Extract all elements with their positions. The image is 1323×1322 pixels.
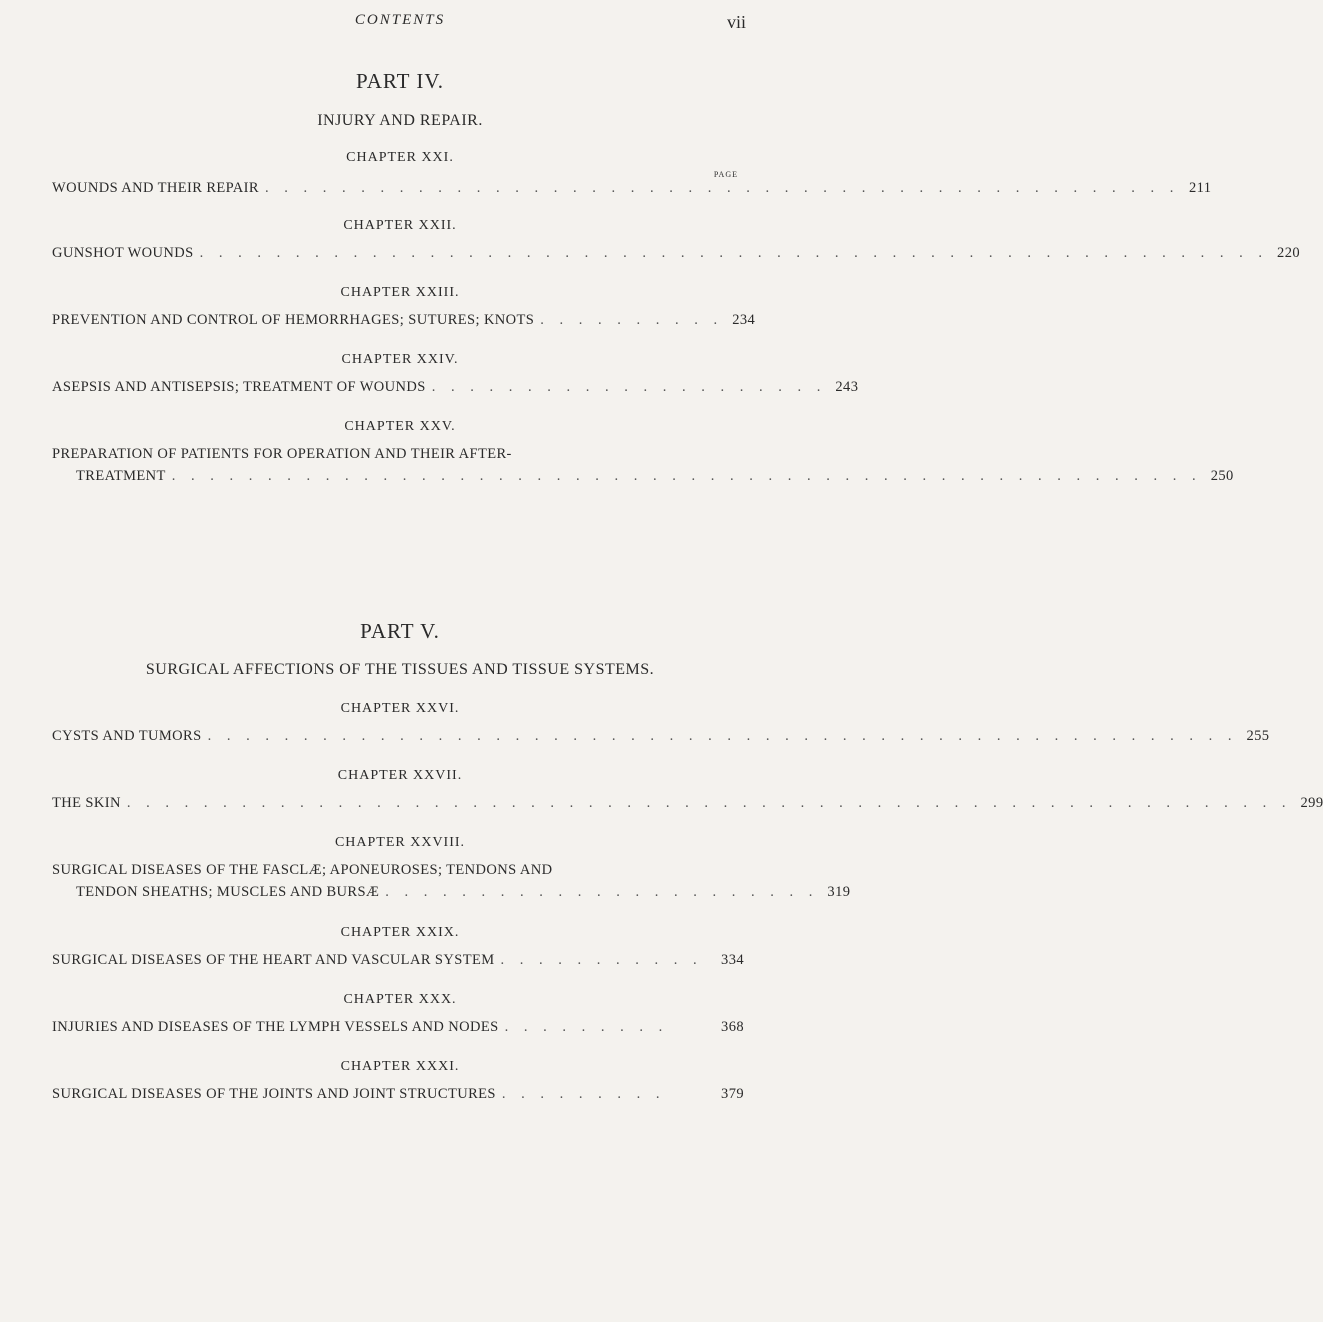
entry-page: 211 [1188,180,1212,196]
chapter-heading: CHAPTER XXIX. [340,925,460,940]
entry-title: ASEPSIS AND ANTISEPSIS; TREATMENT OF WOUNDS [52,379,426,395]
entry-title: SURGICAL DISEASES OF THE JOINTS AND JOINT STRUCTURES [52,1086,496,1102]
toc-entry-ch29[interactable]: SURGICAL DISEASES OF THE HEART AND VASCULAR SYSTEM . . . . . . . . . . . 334 [52,952,744,968]
toc-entry-ch21[interactable]: WOUNDS AND THEIR REPAIR . . . . . . . . . . . . . . . . . . . . . . . . . . . . . . . . . . . . . . . . . . . . . . . . 211 [52,180,1212,196]
toc-entry-ch30[interactable]: INJURIES AND DISEASES OF THE LYMPH VESSELS AND NODES . . . . . . . . . 368 [52,1019,744,1035]
toc-entry-ch23[interactable]: PREVENTION AND CONTROL OF HEMORRHAGES; SUTURES; KNOTS . . . . . . . . . . 234 [52,312,756,328]
part-v-subtitle: SURGICAL AFFECTIONS OF THE TISSUES AND TISSUE SYSTEMS. [145,661,655,678]
entry-title: WOUNDS AND THEIR REPAIR [52,180,259,196]
entry-title-line2: TREATMENT [76,468,166,484]
part-iv-title: PART IV. [355,69,445,93]
entry-page: 299 [1300,795,1323,811]
toc-entry-ch27[interactable]: THE SKIN . . . . . . . . . . . . . . . . . . . . . . . . . . . . . . . . . . . . . . . . . . . . . . . . . . . . . . . . . . . . . 299 [52,795,1323,811]
entry-page: 243 [835,379,859,395]
chapter-heading: CHAPTER XXIII. [340,285,460,300]
entry-page: 379 [721,1086,744,1102]
toc-entry-ch24[interactable]: ASEPSIS AND ANTISEPSIS; TREATMENT OF WOUNDS . . . . . . . . . . . . . . . . . . . . . 243 [52,379,859,395]
toc-entry-ch31[interactable]: SURGICAL DISEASES OF THE JOINTS AND JOINT STRUCTURES . . . . . . . . . 379 [52,1086,744,1102]
entry-title: SURGICAL DISEASES OF THE HEART AND VASCULAR SYSTEM [52,952,495,968]
entry-page: 368 [721,1019,744,1035]
part-iv-subtitle: INJURY AND REPAIR. [317,112,483,129]
entry-page: 334 [721,952,744,968]
entry-page: 255 [1246,728,1270,744]
entry-title: CYSTS AND TUMORS [52,728,202,744]
entry-title: INJURIES AND DISEASES OF THE LYMPH VESSELS AND NODES [52,1019,499,1035]
running-head [0,12,800,40]
entry-page: 234 [732,312,756,328]
entry-page: 319 [827,884,851,900]
entry-title: PREVENTION AND CONTROL OF HEMORRHAGES; SUTURES; KNOTS [52,312,535,328]
part-v-title: PART V. [360,619,440,643]
entry-page: 220 [1277,245,1300,261]
entry-title: GUNSHOT WOUNDS [52,245,194,261]
chapter-heading: CHAPTER XXXI. [340,1059,460,1074]
entry-title-line1: PREPARATION OF PATIENTS FOR OPERATION AND THEIR AFTER- [52,446,512,462]
running-head-title: CONTENTS [354,12,446,28]
chapter-heading: CHAPTER XXVI. [340,701,460,716]
chapter-heading: CHAPTER XXX. [343,992,457,1007]
toc-entry-ch26[interactable]: CYSTS AND TUMORS . . . . . . . . . . . . . . . . . . . . . . . . . . . . . . . . . . . . . . . . . . . . . . . . . . . . . . 255 [52,728,1270,744]
entry-title-line1: SURGICAL DISEASES OF THE FASCLÆ; APONEUROSES; TENDONS AND [52,862,553,878]
toc-entry-ch22[interactable]: GUNSHOT WOUNDS . . . . . . . . . . . . . . . . . . . . . . . . . . . . . . . . . . . . . . . . . . . . . . . . . . . . . . . . 220 [52,245,1300,261]
chapter-heading: CHAPTER XXIV. [341,352,459,367]
toc-entry-ch28[interactable]: SURGICAL DISEASES OF THE FASCLÆ; APONEUROSES; TENDONS AND TENDON SHEATHS; MUSCLES AND BURSÆ . . . . . . . . . . . . . . . . . . . . . . . 319 [52,862,851,900]
page-column-label: PAGE [713,170,738,179]
chapter-heading: CHAPTER XXVII. [337,768,463,783]
running-head-page-number: vii [726,12,746,32]
chapter-heading: CHAPTER XXV. [344,419,456,434]
chapter-heading: CHAPTER XXII. [343,218,457,233]
entry-title-line2: TENDON SHEATHS; MUSCLES AND BURSÆ [76,884,380,900]
chapter-heading: CHAPTER XXI. [346,150,454,165]
chapter-heading: CHAPTER XXVIII. [334,835,466,850]
toc-entry-ch25[interactable]: PREPARATION OF PATIENTS FOR OPERATION AND THEIR AFTER- TREATMENT . . . . . . . . . . . . . . . . . . . . . . . . . . . . . . . . . . . . . . . . . . . . . . . . . . . . . . 250 [52,446,1234,484]
entry-page: 250 [1210,468,1234,484]
entry-title: THE SKIN [52,795,121,811]
